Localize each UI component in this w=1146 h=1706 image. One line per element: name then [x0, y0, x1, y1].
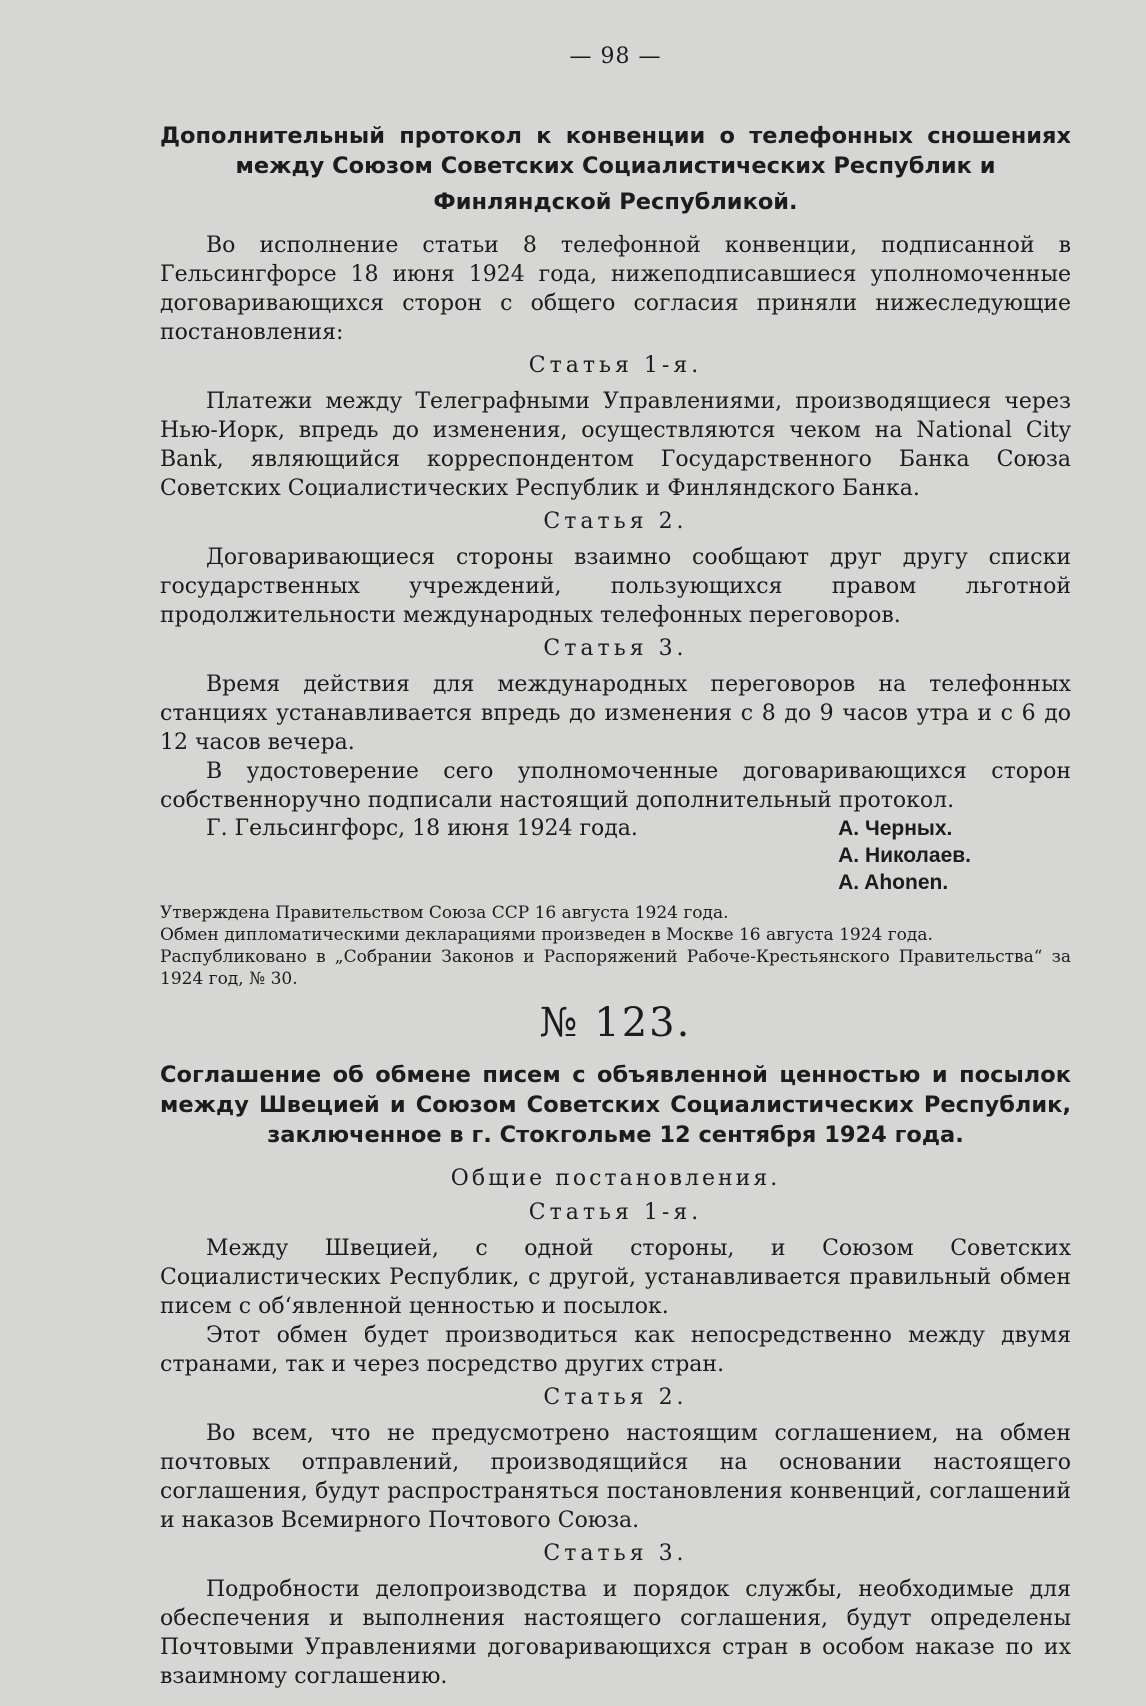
note-exchange: Обмен дипломатическими декларациями произведен в Москве 16 августа 1924 года. [160, 925, 933, 945]
signatory-1: А. Черных. [838, 817, 953, 840]
protocol-article-3-text: Время действия для международных переговоров на телефонных станциях устанавливается впредь до изменения с 8 до 9 часов утра и с 6 до 12 часов вечера. [160, 672, 1071, 755]
protocol-article-3-heading: Статья 3. [543, 636, 688, 661]
signature-block [160, 815, 1071, 896]
protocol-article-1-heading: Статья 1-я. [528, 353, 703, 378]
agreement-article-3-text: Подробности делопроизводства и порядок службы, необходимые для обеспечения и выполнения настоящего соглашения, будут определены Почтовыми Управлениями договаривающихся стран в особом наказе по их взаимному соглашению. [160, 1577, 1071, 1689]
signatory-3: A. Ahonen. [838, 871, 949, 894]
agreement-title: Соглашение об обмене писем с объявленной ценностью и посылок между Швецией и Союзом Советских Социалистических Республик, заключенное в г. Стокгольме 12 сентября 1924 года. [160, 1062, 1071, 1148]
agreement-article-2-text: Во всем, что не предусмотрено настоящим соглашением, на обмен почтовых отправлений, производящийся на основании настоящего соглашения, будут распространяться постановления конвенций, соглашений и наказов Всемирного Почтового Союза. [160, 1421, 1071, 1533]
page-number: — 98 — [569, 44, 662, 69]
note-approved: Утверждена Правительством Союза ССР 16 августа 1924 года. [160, 903, 729, 923]
protocol-title-end: Финляндской Республикой. [433, 189, 798, 215]
general-provisions-heading: Общие постановления. [450, 1166, 781, 1191]
note-published: Распубликовано в „Собрании Законов и Распоряжений Рабоче-Крестьянского Правительства“ за 1924 год, № 30. [160, 947, 1071, 989]
protocol-title [160, 121, 1071, 217]
protocol-article-2-text: Договаривающиеся стороны взаимно сообщают друг другу списки государственных учреждений, пользующихся правом льготной продолжительности международных телефонных переговоров. [160, 545, 1071, 628]
agreement-article-1-heading: Статья 1-я. [528, 1200, 703, 1225]
protocol-title-main: Дополнительный протокол к конвенции о телефонных сношениях между Союзом Советских Социалистических Республик и [160, 123, 1071, 179]
signatories [838, 815, 1071, 896]
place-date: Г. Гельсингфорс, 18 июня 1924 года. [206, 816, 638, 841]
agreement-article-2-heading: Статья 2. [543, 1385, 688, 1410]
protocol-article-2-heading: Статья 2. [543, 509, 688, 534]
agreement-article-3-heading: Статья 3. [543, 1541, 688, 1566]
protocol-closing: В удостоверение сего уполномоченные договаривающихся сторон собственноручно подписали настоящий дополнительный протокол. [160, 759, 1071, 813]
signatory-2: А. Николаев. [838, 844, 971, 867]
protocol-article-1-text: Платежи между Телеграфными Управлениями, производящиеся через Нью-Иорк, впредь до изменения, осуществляются чеком на National City Bank, являющийся корреспондентом Государственного Банка Союза Советских Социалистических Республик и Финляндского Банка. [160, 389, 1071, 501]
protocol-intro: Во исполнение статьи 8 телефонной конвенции, подписанной в Гельсингфорсе 18 июня 1924 года, нижеподписавшиеся уполномоченные договаривающихся сторон с общего согласия приняли нижеследующие постановления: [160, 233, 1071, 345]
agreement-article-1-p1: Между Швецией, с одной стороны, и Союзом Советских Социалистических Республик, с другой, устанавливается правильный обмен писем с об‘явленной ценностью и посылок. [160, 1236, 1071, 1319]
ratification-notes [160, 902, 1071, 990]
agreement-article-1-p2: Этот обмен будет производиться как непосредственно между двумя странами, так и через посредство других стран. [160, 1323, 1071, 1377]
document-number: № 123. [539, 1000, 692, 1046]
